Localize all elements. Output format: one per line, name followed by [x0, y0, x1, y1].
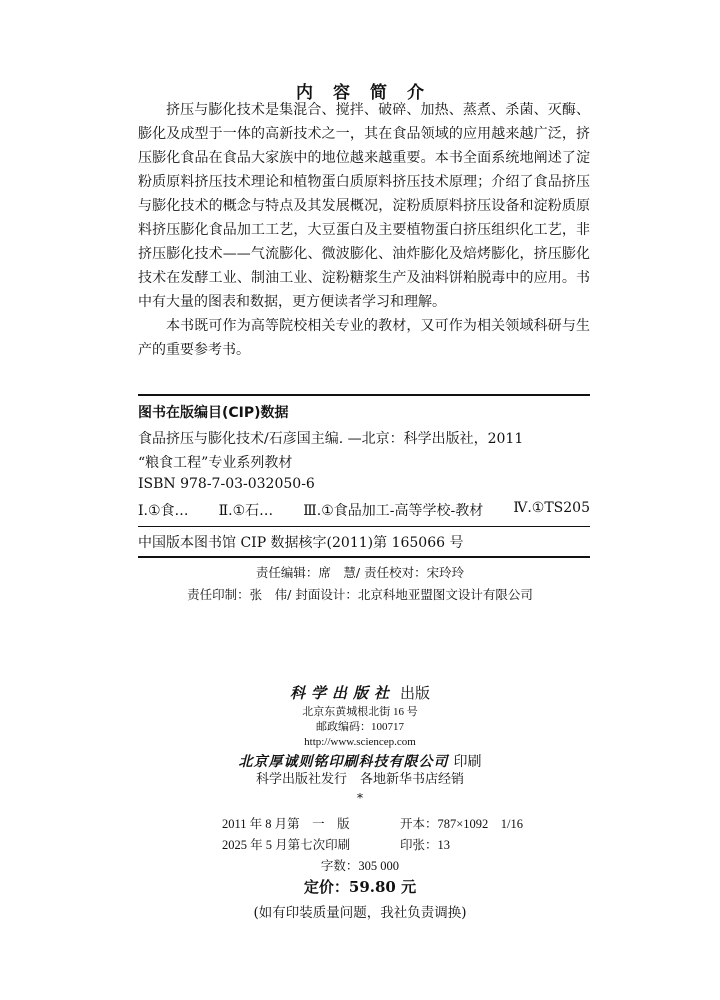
word-count: 字数：305 000 — [320, 859, 400, 873]
summary-heading: 内容简介 — [296, 83, 444, 103]
publisher-name: 科学出版社 — [289, 684, 395, 702]
edition-date: 2011 年 8 月第 一 版 — [222, 817, 350, 831]
cip-bottom-rule — [138, 556, 590, 558]
cip-line-title: 食品挤压与膨化技术/石彦国主编. —北京：科学出版社，2011 — [138, 431, 524, 447]
cip-record: 中国版本图书馆 CIP 数据核字(2011)第 165066 号 — [138, 535, 464, 551]
publisher-suffix: 出版 — [400, 684, 431, 702]
quality-notice: (如有印装质量问题，我社负责调换) — [253, 905, 467, 921]
summary-paragraph: 本书既可作为高等院校相关专业的教材，又可作为相关领域科研与生产的重要参考书。 — [138, 318, 590, 358]
cip-class-2: Ⅱ.①石… — [218, 503, 274, 519]
distribution: 科学出版社发行 各地新华书店经销 — [255, 772, 464, 787]
publisher-address: 北京东黄城根北街 16 号 — [302, 706, 418, 718]
summary-paragraph: 挤压与膨化技术是集混合、搅拌、破碎、加热、蒸煮、杀菌、灭酶、膨化及成型于一体的高新技术之一，其在食品领域的应用越来越广泛，挤压膨化食品在食品大家族中的地位越来越重要。本书全面系统地阐述了淀粉质原料挤压技术理论和植物蛋白质原料挤压技术原理；介绍了食品挤压与膨化技术的概念与特点及其发展概况，淀粉质原料挤压设备和淀粉质原料挤压膨化食品加工工艺，大豆蛋白及主要植物蛋白挤压组织化工艺，非挤压膨化技术——气流膨化、微波膨化、油炸膨化及焙烤膨化，挤压膨化技术在发酵工业、制油工业、淀粉糖浆生产及油料饼粕脱毒中的应用。书中有大量的图表和数据，更方便读者学习和理解。 — [138, 102, 590, 310]
edition-row — [222, 814, 542, 832]
separator-star: * — [357, 791, 363, 805]
printing-date: 2025 年 5 月第七次印刷 — [222, 838, 351, 852]
price: 定价：59.80 元 — [303, 878, 417, 896]
cip-isbn: ISBN 978-7-03-032050-6 — [138, 476, 315, 492]
cip-title: 图书在版编目(CIP)数据 — [138, 405, 289, 421]
printing-row — [222, 835, 542, 853]
publisher-url: http://www.sciencep.com — [304, 736, 416, 748]
format: 开本：787×1092 1/16 — [400, 817, 524, 831]
publisher-postcode: 邮政编码：100717 — [316, 721, 404, 733]
sheets: 印张：13 — [400, 838, 451, 852]
cip-class-1: Ⅰ.①食… — [138, 503, 189, 519]
credits-editors: 责任编辑：席 慧/ 责任校对：宋玲玲 — [255, 565, 465, 580]
cip-top-rule — [138, 394, 590, 396]
cip-mid-rule — [138, 526, 590, 527]
cip-classification — [138, 500, 590, 520]
printer-suffix: 印刷 — [453, 754, 482, 770]
cip-class-4: Ⅳ.①TS205 — [513, 500, 590, 516]
printer-name: 北京厚诚则铭印刷科技有限公司 — [238, 754, 449, 770]
credits-production: 责任印制：张 伟/ 封面设计：北京科地亚盟图文设计有限公司 — [187, 587, 533, 602]
cip-line-series: “粮食工程”专业系列教材 — [138, 455, 293, 471]
cip-class-3: Ⅲ.①食品加工-高等学校-教材 — [303, 503, 484, 519]
summary-body — [138, 98, 590, 362]
publisher-block — [0, 682, 720, 771]
